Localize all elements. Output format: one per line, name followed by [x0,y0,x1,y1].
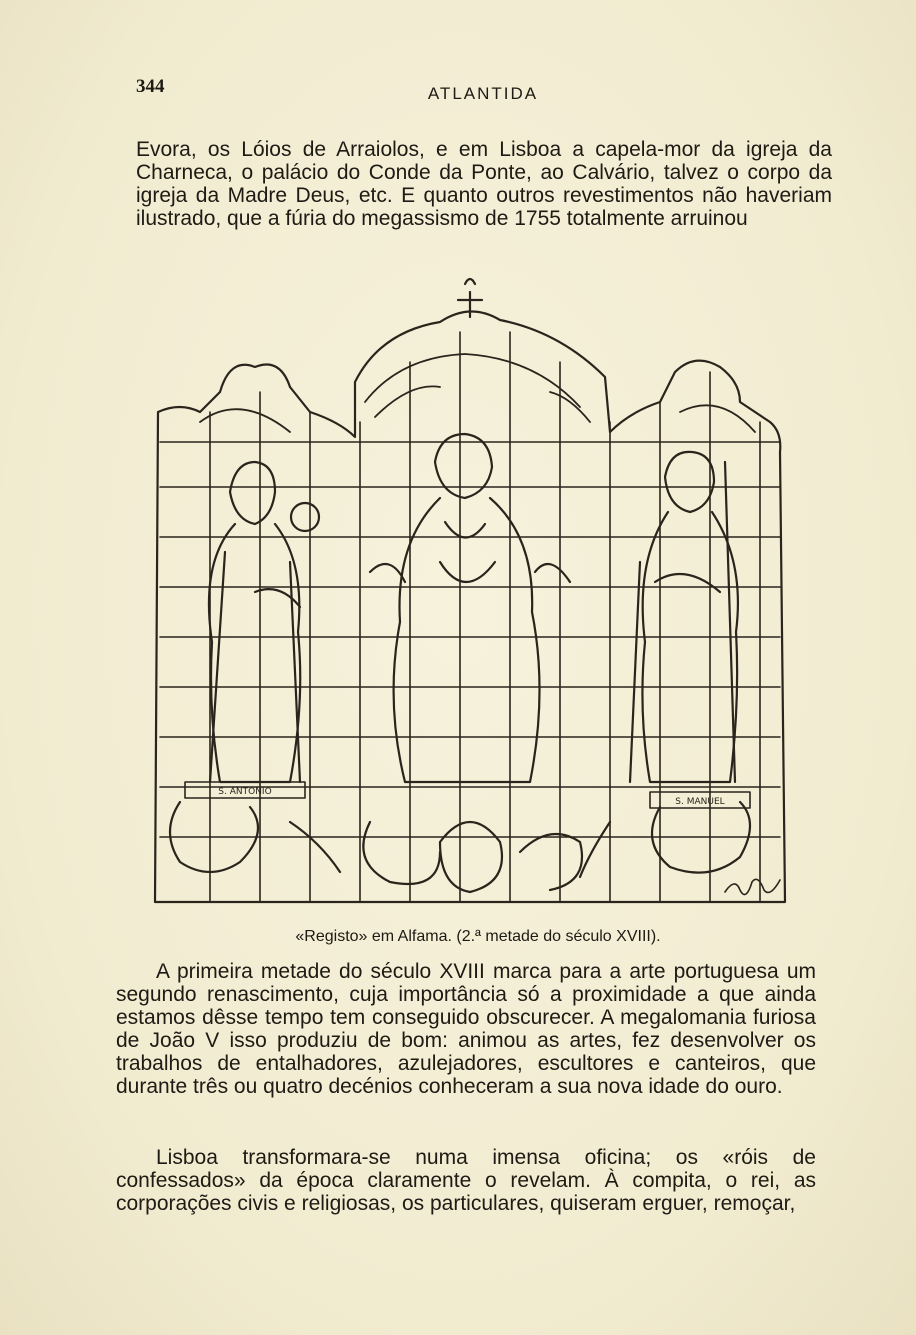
figure-caption: «Registo» em Alfama. (2.ª metade do século XVIII). [295,928,661,945]
left-plaque-label: S. ANTONIO [218,787,272,797]
page-number: 344 [136,76,165,97]
artist-signature [725,879,780,894]
paragraph-3: Lisboa transformara-se numa imensa oficina; os «róis de confessados» da época claramente o revelam. À compita, o rei, as corporações civis e religiosas, os particulares, quiseram erguer, remoçar, [116,1146,816,1215]
right-saint-figure [630,452,738,782]
tile-grid [160,332,780,902]
paragraph-1: Evora, os Lóios de Arraiolos, e em Lisboa a capela-mor da igreja da Charneca, o palácio do Conde da Ponte, ao Calvário, talvez o corpo da igreja da Madre Deus, etc. E quanto outros revestimentos não haveriam ilustrado, que a fúria do megassismo de 1755 totalmente arruinou [136,138,832,230]
azulejo-illustration [140,262,800,922]
arch-ornaments [200,354,755,432]
running-title: ATLANTIDA [427,84,539,103]
right-plaque-label: S. MANUEL [675,797,725,807]
paragraph-2: A primeira metade do século XVIII marca para a arte portuguesa um segundo renascimento, cuja importância só a proximidade a que ainda estamos dêsse tempo tem conseguido obscurecer. A megalomania furiosa de João V isso produziu de bom: animou as artes, fez desenvolver os trabalhos de entalhadores, azulejadores, escultores e canteiros, que durante três ou quatro decénios conheceram a sua nova idade do ouro. [116,960,816,1098]
left-saint-figure [209,462,319,782]
panel-outline [155,311,785,902]
